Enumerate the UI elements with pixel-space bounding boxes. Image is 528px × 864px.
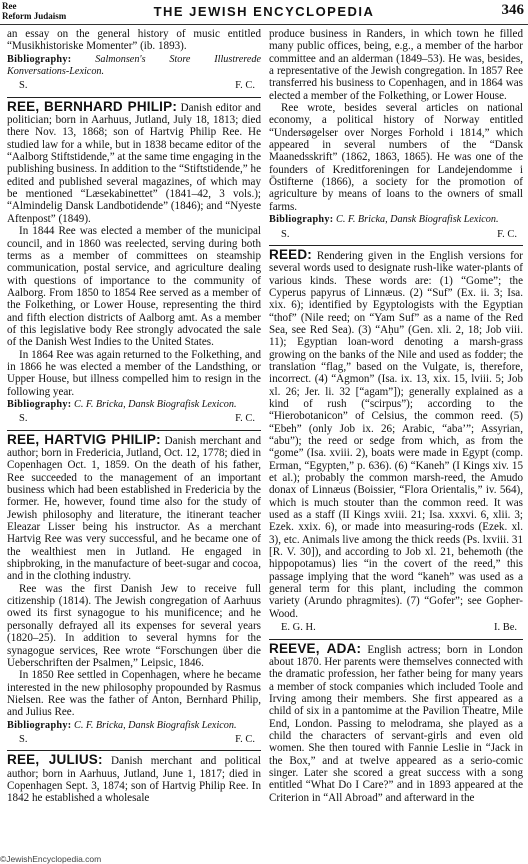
signature-right: F. C.	[235, 413, 255, 425]
entry-bernhard-para3: In 1864 Ree was again returned to the Folkething, and in 1866 he was elected a member of the Landsthing, or Upper House, but illness compelled him to resign in the following year.	[7, 348, 261, 398]
signature	[269, 229, 523, 241]
signature-left: S.	[19, 80, 28, 92]
entry-text: English actress; born in London about 1870. Her parents were themselves connected with the dramatic profession, her father being for many years a member of stock companies which included Toole and Irving among their members. She first appeared as a child of six in a pantomime at the Pavilion Theatre, Mile End, London. Passing to melodrama, she played as a child the characters of servant-girls and even old women. She then toured with Fannie Leslie in “Jack in the Box,” and at twelve appeared as a serio-comic singer. Later she scored a great success with a song entitled “What Do I Care?” and in 1893 appeared at the Criterion in “All Abroad” and afterward in the	[269, 643, 523, 804]
signature-left: S.	[19, 413, 28, 425]
bibliography-label: Bibliography:	[7, 53, 72, 65]
right-column	[269, 28, 523, 804]
entry-divider	[269, 245, 523, 246]
entry-text: Danish merchant and author; born in Fredericia, Jutland, Oct. 12, 1778; died in Copenhagen Oct. 1, 1859. On the death of his father, Ree succeeded to the management of an important business which had been established in Fredericia by the former. He, however, found time also for the study of Jewish philosophy and literature, the itinerant teacher Eleazar Lisser being his instructor. As a merchant Hartvig Ree was very successful, and he became one of the wealthiest men in Jutland. He engaged in shipbroking, in the manufacture of beet-sugar and cocoa, and in the clothing industry.	[7, 434, 261, 583]
running-head-top: Ree	[2, 1, 17, 11]
bibliography	[269, 214, 523, 226]
entry-title-hartvig[interactable]: REE, HARTVIG PHILIP:	[7, 431, 161, 447]
signature	[7, 80, 261, 92]
entry-hartvig-para2: Ree was the first Danish Jew to receive full citizenship (1814). The Jewish congregation of Aarhuus owed its first synagogue to his munificence; and he personally defrayed all its expenses for several years (1820–25). In addition to several hymns for the synagogue services, Ree wrote “Forschungen über die Ueberschriften der Psalmen,” Leipsic, 1846.	[7, 582, 261, 669]
bibliography	[7, 54, 261, 79]
bibliography	[7, 399, 261, 411]
page-header	[0, 0, 528, 25]
bibliography-text: Salmonsen's Store Illustrerede Konversations-Lexicon.	[7, 53, 262, 78]
entry-bernhard-para1	[7, 98, 261, 225]
entry-title-julius[interactable]: REE, JULIUS:	[7, 752, 103, 768]
entry-julius-para2: Ree wrote, besides several articles on national economy, a political history of Norway entitled “Undersøgelser over Norges Forhold i 1814,” which appeared in several numbers of the “Dansk Maanedsskrift” (1862, 1863, 1865). He was one of the founders of Kreditforeningen for Landejendomme i Östifterne (1866), a society for the promotion of agriculture by means of loans to the owners of small farms.	[269, 102, 523, 213]
entry-text: Danish editor and politician; born in Aarhuus, Jutland, July 18, 1813; died there Nov. 13, 1868; son of Hartvig Philip Ree. He studied law for a while, but in 1838 became editor of the “Aalborg Stiftstidende,” at the same time engaging in the publishing business. In addition to the “Stiftstidende,” he edited and published several magazines, of which may be mentioned “Læsekabinettet” (1841–42, 3 vols.); “Almindelig Dansk Landbotidende” (1846); and “Nyeste Aftenpost” (1849).	[7, 101, 261, 225]
entry-hartvig-para1	[7, 431, 261, 583]
entry-title-reeve[interactable]: REEVE, ADA:	[269, 640, 362, 656]
signature-right: F. C.	[497, 228, 517, 240]
entry-hartvig-para3: In 1850 Ree settled in Copenhagen, where he became interested in the new philosophy propounded by Rasmus Nielsen. Ree was the father of Anton, Bernhard Philip, and Julius Ree.	[7, 669, 261, 719]
page-number: 346	[501, 2, 524, 18]
entry-reeve-para1	[269, 640, 523, 804]
page-title: THE JEWISH ENCYCLOPEDIA	[153, 4, 375, 19]
signature-left: S.	[281, 228, 290, 240]
entry-text: Danish merchant and political author; born in Aarhuus, Jutland, June 1, 1817; died in Copenhagen Sept. 3, 1874; son of Hartvig Philip Ree. In 1842 he established a wholesale	[7, 755, 261, 805]
entry-julius-continued: produce business in Randers, in which town he filled many public offices, being, e.g., a member of the harbor committee and an alderman (1849–53). He was, besides, a representative of the Jewish congregation. In 1857 Ree transferred his business to Copenhagen, and in 1864 was elected a member of the Folkething, or Lower House.	[269, 28, 523, 102]
signature	[269, 622, 523, 634]
bibliography-text: C. F. Bricka, Dansk Biografisk Lexicon.	[336, 214, 499, 226]
signature-right: F. C.	[235, 733, 255, 745]
bibliography-label: Bibliography:	[7, 719, 72, 731]
entry-divider	[7, 97, 261, 98]
bibliography-text: C. F. Bricka, Dansk Biografisk Lexicon.	[74, 398, 237, 410]
bibliography-label: Bibliography:	[269, 214, 334, 226]
footer-watermark[interactable]: ©JewishEncyclopedia.com	[0, 854, 102, 864]
bibliography-label: Bibliography:	[7, 398, 72, 410]
signature-right: I. Be.	[493, 622, 517, 634]
signature	[7, 734, 261, 746]
left-column	[7, 28, 261, 805]
signature-right: F. C.	[235, 80, 255, 92]
signature-left: S.	[19, 733, 28, 745]
bibliography	[7, 720, 261, 732]
entry-divider	[7, 750, 261, 751]
bibliography-text: C. F. Bricka, Dansk Biografisk Lexicon.	[74, 719, 237, 731]
entry-bernhard-para2: In 1844 Ree was elected a member of the municipal council, and in 1860 was reelected, serving during both terms as a member of committees on steamship communication, postal service, and agriculture dealing with questions of importance to the community of Aalborg. From 1850 to 1854 Ree served as a member of the Folkething, or Lower House, representing the third and fifth election districts of Aalborg amt. As a member of this legislative body Ree strongly advocated the sale of the Danish West Indies to the United States.	[7, 225, 261, 349]
entry-divider	[7, 430, 261, 431]
signature-left: E. G. H.	[281, 622, 316, 634]
entry-reed-para1	[269, 246, 523, 620]
entry-title-bernhard[interactable]: REE, BERNHARD PHILIP:	[7, 98, 178, 114]
running-head-bottom: Reform Judaism	[2, 11, 67, 21]
entry-divider	[269, 639, 523, 640]
intro-paragraph: an essay on the general history of music entitled “Musikhistoriske Momenter” (ib. 1893).	[7, 28, 261, 53]
entry-text: Rendering given in the English versions for several words used to designate rush-like water-plants of various kinds. These words are: (1) “Gome”; the Cyperus papyrus of Linnæus. (2) “Suf” (Ex. ii. 3; Isa. xix. 6); identified by Egyptologists with the Egyptian “thof” (Nile reed; on “Yam Suf” as a name of the Red Sea, see Red Sea). (3) “Aḥu” (Gen. xli. 2, 18; Job viii. 11); Egyptian loan-word denoting a marsh-grass growing on the banks of the Nile and used as fodder; the translation “flag,” based on the Vulgate, is, therefore, incorrect. (4) “Agmon” (Isa. ix. 13, xix. 15, lviii. 5; Job xl. 26; Jer. li. 32 [“agam”]); generally explained as a kind of rush (“scirpus”); according to the “Hierobotanicon” of Celsius, the common reed. (5) “Ebeh” (only Job ix. 26; Arabic, “aba’”; Assyrian, “abu”); the reed or sedge from which, as from the “gome” (Isa. xviii. 2), boats were made in Egypt (comp. Erman, “Egypten,” p. 636). (6) “Kaneh” (I Kings xiv. 15 et al.); probably the common marsh-reed, the Amudo donax of Linnæus (Boissier, “Flora Orientalis,” iv. 564), which is much stouter than the common reed. It was used as a staff (II Kings xviii. 21; Isa. xxxvi. 6, xlii. 3; Ezek. xxix. 6), or made into measuring-rods (Ezek. xl. 3), etc. Animals live among the thick reeds (Ps. lxviii. 31 [R. V. 30]), and according to Job xl. 21, behemoth (the hippopotamus) lies “in the covert of the reed,” this passage implying that the word “kaneh” was used as a general term for this plant, including the common variety (Arundo phragmites). (7) “Gofer”; see Gopher-Wood.	[269, 249, 523, 620]
signature	[7, 413, 261, 425]
entry-title-reed[interactable]: REED:	[269, 246, 313, 262]
entry-julius-para1	[7, 754, 261, 804]
